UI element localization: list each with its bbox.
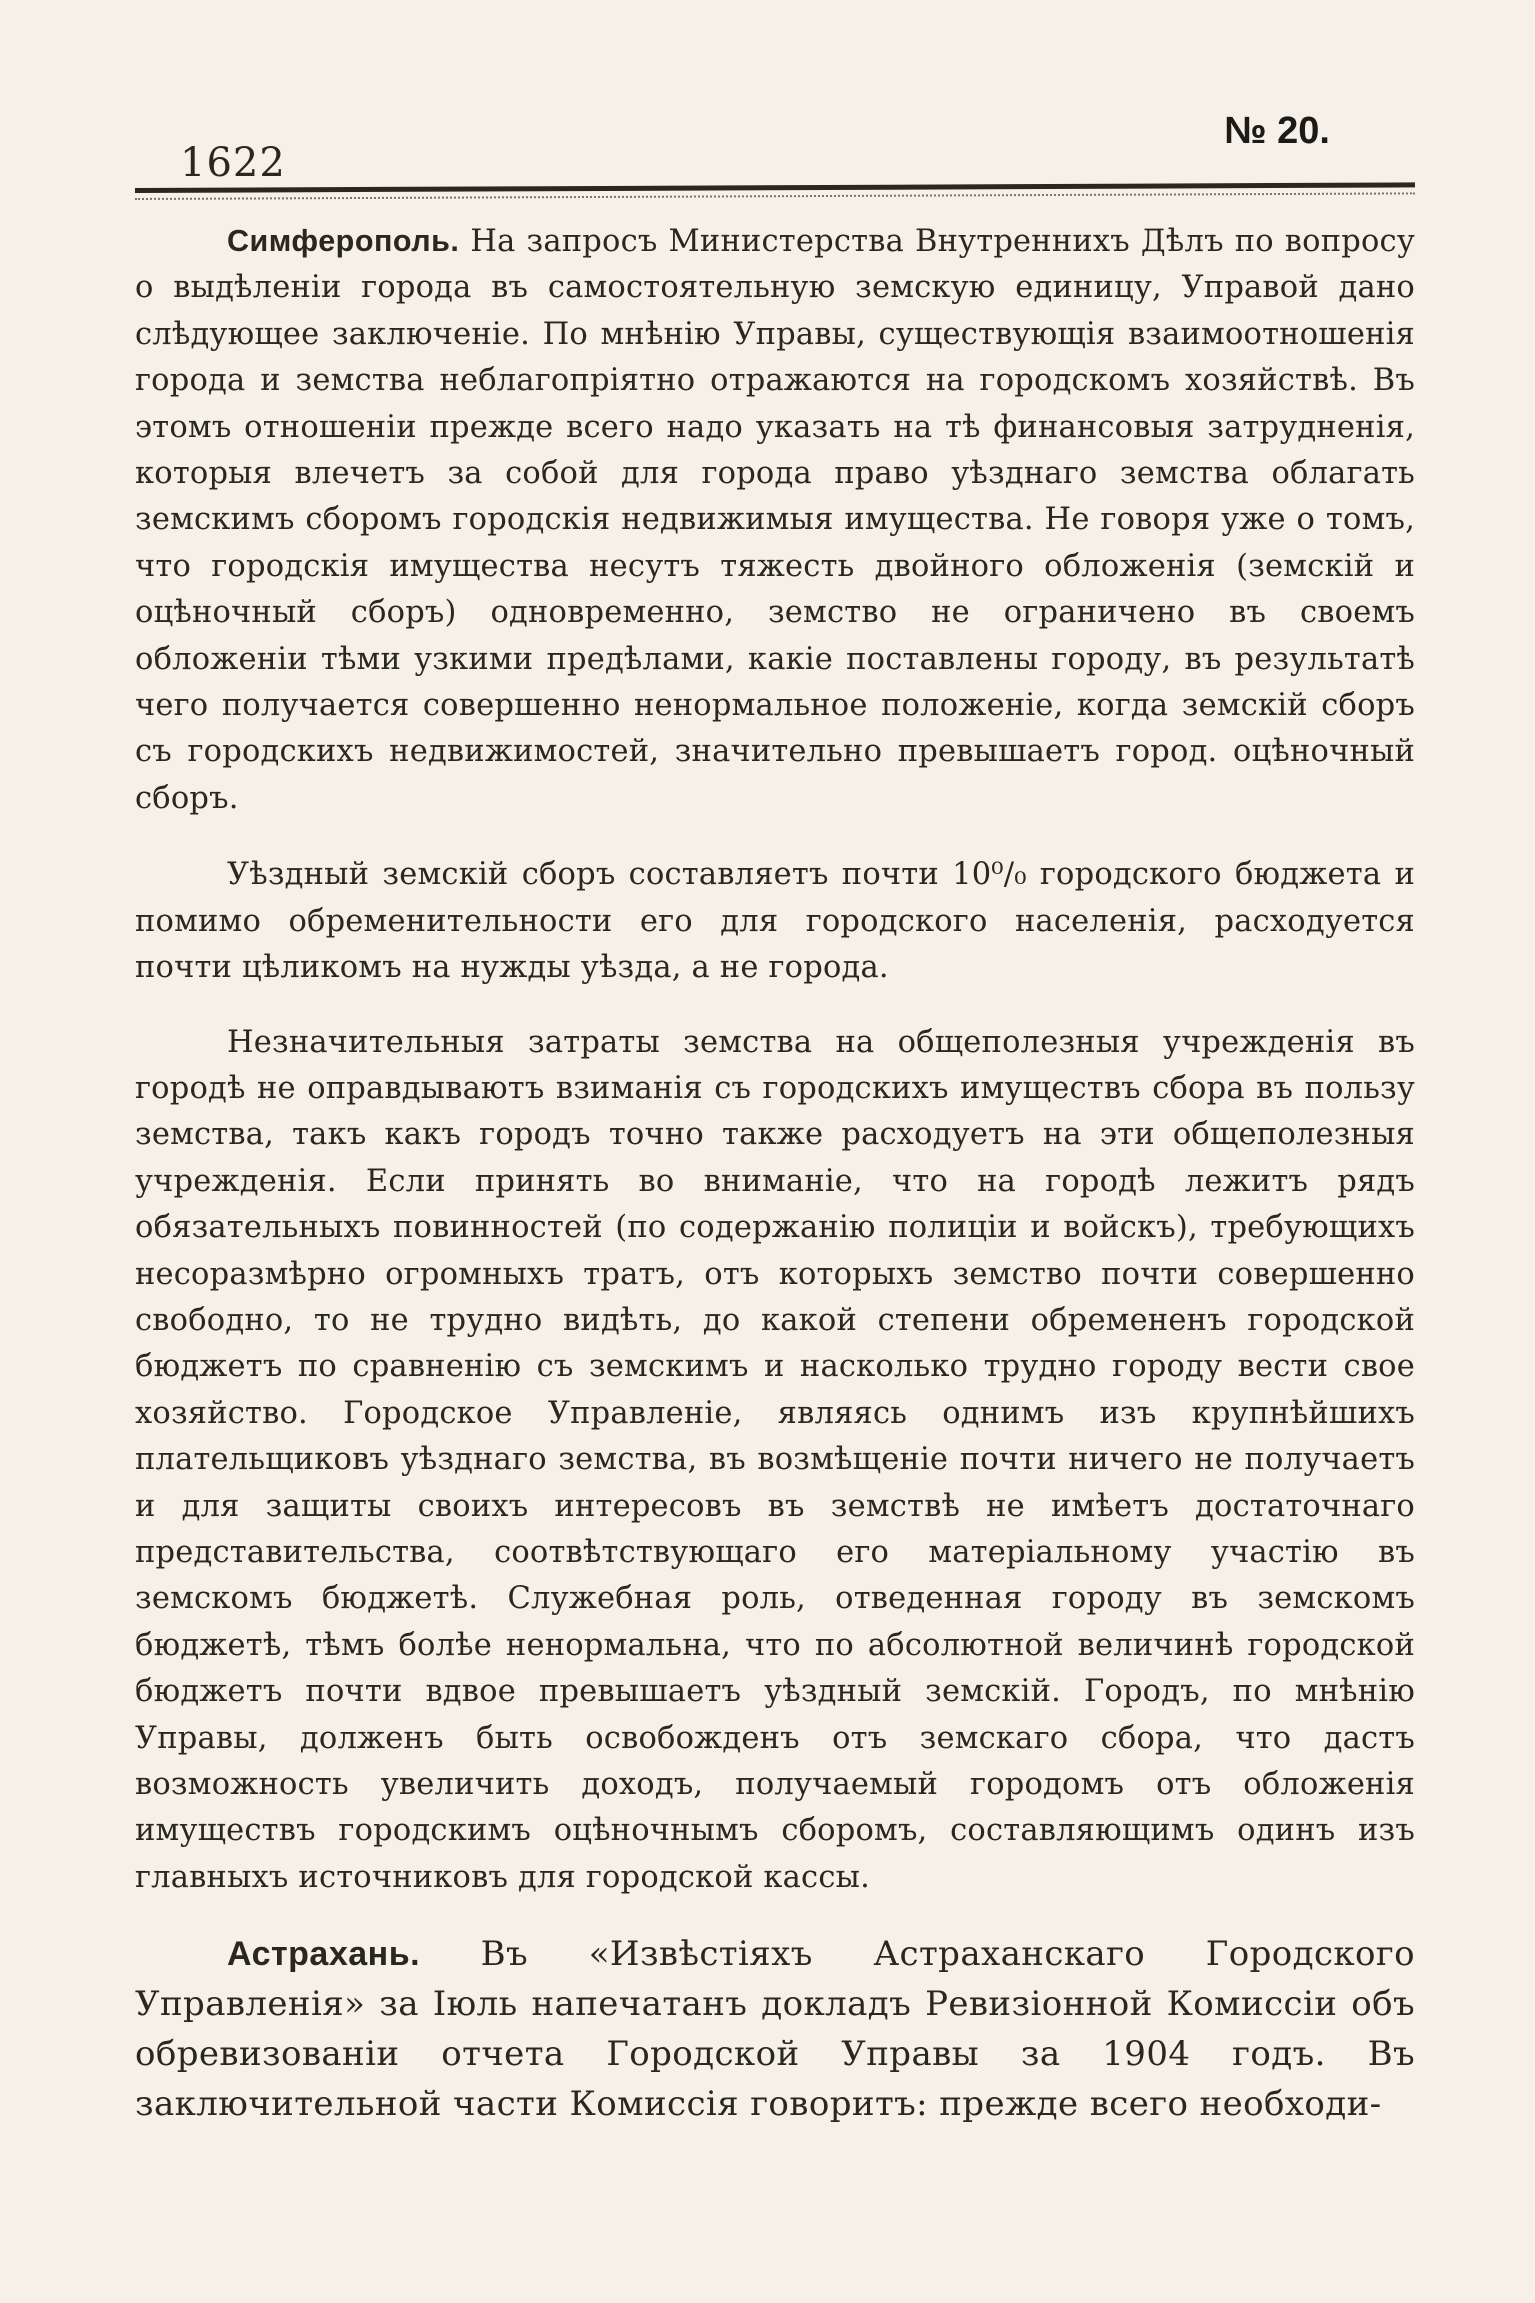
paragraph-text: Въ «Извѣстіяхъ Астраханскаго Городского Управленія» за Іюль напечатанъ докладъ Ревизіонной Комиссіи объ обревизованіи отчета Городской Управы за 1904 годъ. Въ заключительной части Комиссія говоритъ: прежде всего необходи- bbox=[135, 1934, 1415, 2125]
paragraph-text: Незначительныя затраты земства на общеполезныя учрежденія въ городѣ не оправдываютъ взиманія съ городскихъ имуществъ сбора въ пользу земства, такъ какъ городъ точно также расходуетъ на эти общеполезныя учрежденія. Если принять во вниманіе, что на городѣ лежитъ рядъ обязательныхъ повинностей (по содержанію полиціи и войскъ), требующихъ несоразмѣрно огромныхъ тратъ, отъ которыхъ земство почти совершенно свободно, то не трудно видѣть, до какой степени обремененъ городской бюджетъ по сравненію съ земскимъ и насколько трудно городу вести свое хозяйство. Городское Управленіе, являясь однимъ изъ крупнѣйшихъ плательщиковъ уѣзднаго земства, въ возмѣщеніе почти ничего не получаетъ и для защиты своихъ интересовъ въ земствѣ не имѣетъ достаточнаго представительства, соотвѣтствующаго его матеріальному участію въ земскомъ бюджетѣ. Служебная роль, отведенная городу въ земскомъ бюджетѣ, тѣмъ болѣе ненормальна, что по абсолютной величинѣ городской бюджетъ почти вдвое превышаетъ уѣздный земскій. Городъ, по мнѣнію Управы, долженъ быть освобожденъ отъ земскаго сбора, что дастъ возможность увеличить доходъ, получаемый городомъ отъ обложенія имуществъ городскимъ оцѣночнымъ сборомъ, составляющимъ одинъ изъ главныхъ источниковъ для городской кассы. bbox=[135, 1024, 1415, 1895]
page-header bbox=[135, 110, 1415, 200]
section-heading-astrakhan: Астрахань. bbox=[227, 1935, 421, 1974]
paragraph-simferopol bbox=[135, 218, 1415, 822]
header-dotted-rule bbox=[135, 192, 1415, 200]
paragraph-uezd-tax bbox=[135, 852, 1415, 991]
paragraph-zemstvo-expenses bbox=[135, 1020, 1415, 1902]
header-rule bbox=[135, 182, 1415, 193]
paragraph-text: Уѣздный земскій сборъ составляетъ почти 10⁰/₀ городского бюджета и помимо обременительности его для городского населенія, расходуется почти цѣликомъ на нужды уѣзда, а не города. bbox=[135, 857, 1415, 986]
issue-number: № 20. bbox=[1224, 110, 1330, 152]
paragraph-text: На запросъ Министерства Внутреннихъ Дѣлъ по вопросу о выдѣленіи города въ самостоятельную земскую единицу, Управой дано слѣдующее заключеніе. По мнѣнію Управы, существующія взаимоотношенія города и земства неблагопріятно отражаются на городскомъ хозяйствѣ. Въ этомъ отношеніи прежде всего надо указать на тѣ финансовыя затрудненія, которыя влечетъ за собой для города право уѣзднаго земства облагать земскимъ сборомъ городскія недвижимыя имущества. Не говоря уже о томъ, что городскія имущества несутъ тяжесть двойного обложенія (земскій и оцѣночный сборъ) одновременно, земство не ограничено въ своемъ обложеніи тѣми узкими предѣлами, какіе поставлены городу, въ результатѣ чего получается совершенно ненормальное положеніе, когда земскій сборъ съ городскихъ недвижимостей, значительно превышаетъ город. оцѣночный сборъ. bbox=[135, 224, 1415, 816]
paragraph-astrakhan bbox=[135, 1929, 1415, 2129]
article-body bbox=[135, 218, 1415, 2157]
section-heading-simferopol: Симферополь. bbox=[227, 224, 460, 258]
page-number: 1622 bbox=[180, 140, 286, 186]
